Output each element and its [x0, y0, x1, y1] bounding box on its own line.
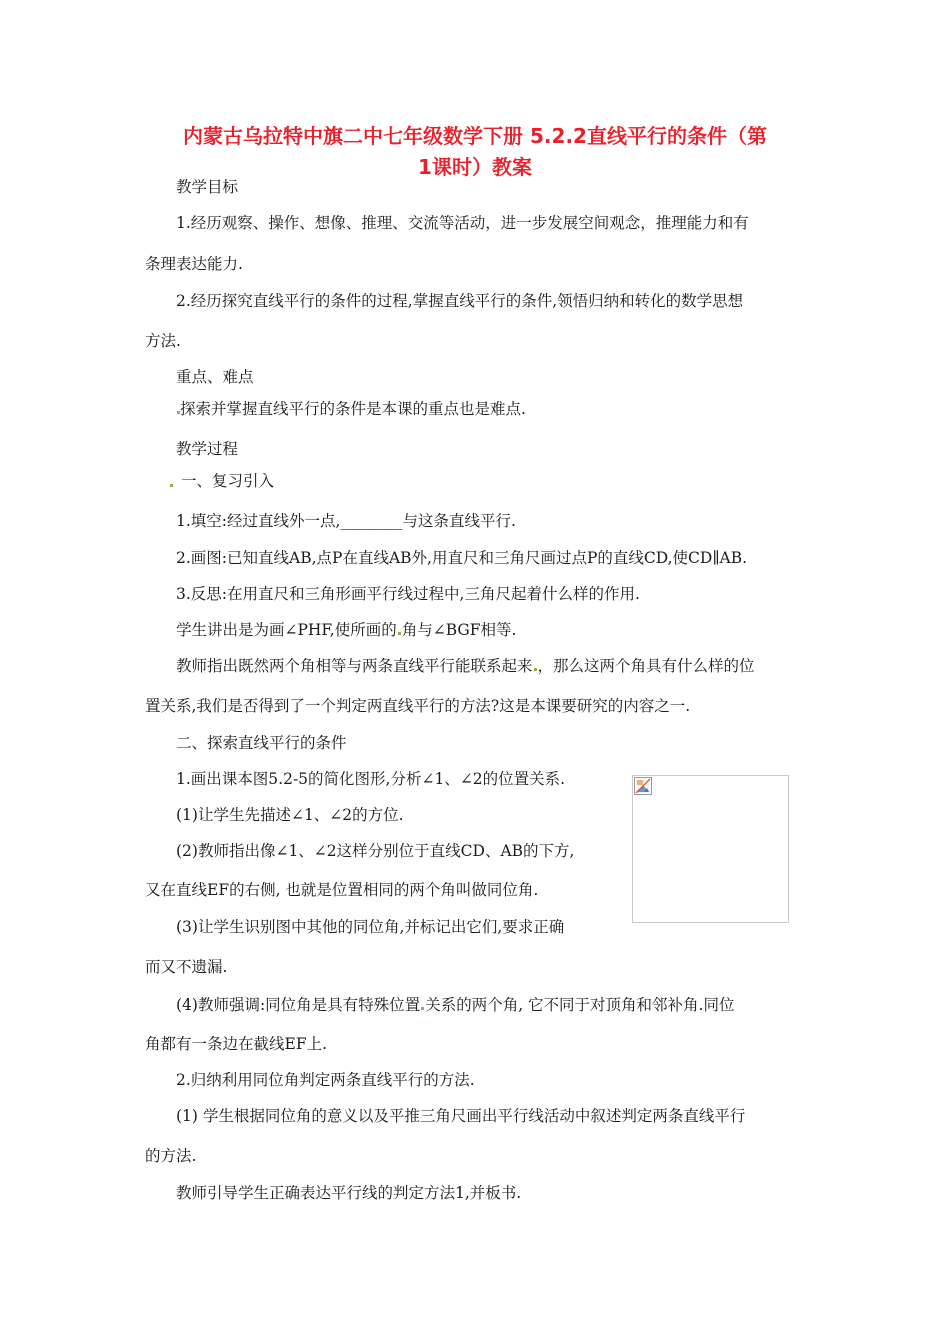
marker-dot	[398, 632, 401, 635]
item-2-sub-1-line-1: (1) 学生根据同位角的意义以及平推三角尺画出平行线活动中叙述判定两条直线平行	[176, 1107, 746, 1125]
item-1-sub-4-part-3: 关系的两个角, 它不同于对顶角和邻补角.同位	[425, 996, 735, 1014]
item-1-sub-4-line-2: 角都有一条边在截线EF上.	[145, 1035, 327, 1053]
item-1-sub-3-line-1: (3)让学生识别图中其他的同位角,并标记出它们,要求正确	[176, 918, 565, 936]
title-line-2: 1课时）教案	[418, 155, 532, 179]
item-2: 2.归纳利用同位角判定两条直线平行的方法.	[176, 1071, 475, 1089]
section-2-heading: 二、探索直线平行的条件	[176, 734, 347, 752]
item-2-sub-1-line-2: 的方法.	[145, 1147, 197, 1165]
key-points-heading: 重点、难点	[176, 368, 254, 386]
item-1-sub-3-line-2: 而又不遗漏.	[145, 958, 228, 976]
student-statement	[176, 620, 516, 640]
marker-dot	[421, 1007, 424, 1010]
item-1-sub-1: (1)让学生先描述∠1、∠2的方位.	[176, 806, 404, 824]
student-statement-part-1: 学生讲出是为画∠PHF,使所画的	[176, 621, 397, 639]
marker-dot	[534, 668, 537, 671]
question-2: 2.画图:已知直线AB,点P在直线AB外,用直尺和三角尺画过点P的直线CD,使CD∥AB.	[176, 549, 748, 567]
student-statement-part-2: 角与∠BGF相等.	[401, 621, 517, 639]
title-line-1: 内蒙古乌拉特中旗二中七年级数学下册 5.2.2直线平行的条件（第	[183, 124, 767, 148]
item-1-sub-2-line-2: 又在直线EF的右侧, 也就是位置相同的两个角叫做同位角.	[145, 881, 539, 899]
teacher-statement-1-part-2: ，那么这两个角具有什么样的位	[537, 657, 755, 675]
objective-1-line-2: 条理表达能力.	[145, 255, 243, 273]
document-title	[140, 121, 810, 183]
marker-dot	[170, 484, 173, 487]
teacher-statement-1-line-1	[176, 656, 755, 676]
key-points-text: 探索并掌握直线平行的条件是本课的重点也是难点.	[180, 400, 526, 418]
teacher-statement-1-line-2: 置关系,我们是否得到了一个判定两直线平行的方法?这是本课要研究的内容之一.	[145, 697, 691, 715]
item-1-sub-4-line-1	[176, 995, 735, 1015]
item-1: 1.画出课本图5.2-5的简化图形,分析∠1、∠2的位置关系.	[176, 770, 566, 788]
broken-image-icon	[634, 777, 652, 795]
question-3: 3.反思:在用直尺和三角形画平行线过程中,三角尺起着什么样的作用.	[176, 585, 640, 603]
process-heading: 教学过程	[176, 440, 239, 458]
item-1-sub-4-part-2: 置	[404, 996, 421, 1014]
item-1-sub-2-line-1: (2)教师指出像∠1、∠2这样分别位于直线CD、AB的下方,	[176, 842, 575, 860]
section-1-heading: 一、复习引入	[181, 472, 275, 490]
teacher-statement-1-part-1: 教师指出既然两个角相等与两条直线平行能联系起来	[176, 657, 533, 675]
objective-1-line-1: 1.经历观察、操作、想像、推理、交流等活动，进一步发展空间观念，推理能力和有	[176, 214, 749, 232]
teacher-statement-2: 教师引导学生正确表达平行线的判定方法1,并板书.	[176, 1184, 522, 1202]
item-1-sub-4-part-1: (4)教师强调:同位角是具有特殊位	[176, 996, 405, 1014]
objectives-heading: 教学目标	[176, 178, 239, 196]
figure-placeholder	[632, 775, 789, 923]
objective-2-line-1: 2.经历探究直线平行的条件的过程,掌握直线平行的条件,领悟归纳和转化的数学思想	[176, 292, 744, 310]
question-1: 1.填空:经过直线外一点,________与这条直线平行.	[176, 512, 516, 530]
objective-2-line-2: 方法.	[145, 332, 181, 350]
